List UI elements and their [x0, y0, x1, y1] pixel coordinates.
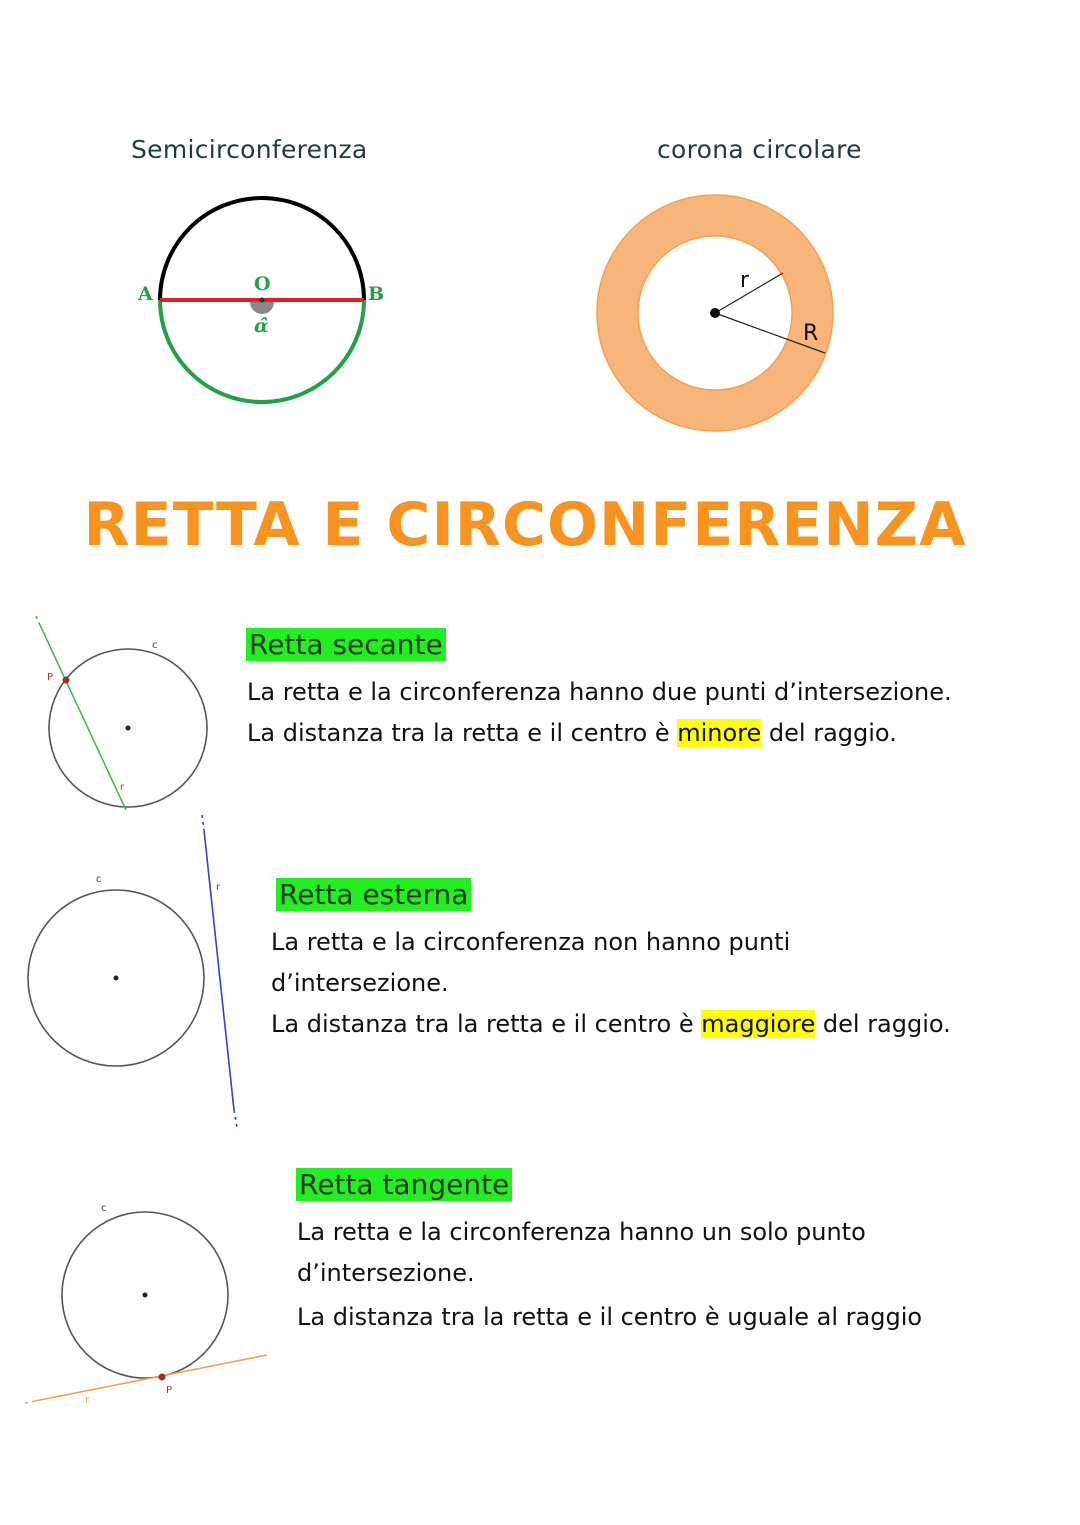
secant-line: [40, 625, 126, 810]
tangent-line1: La retta e la circonferenza hanno un solo punto: [297, 1218, 866, 1246]
tangent-label-r: r: [85, 1395, 90, 1406]
external-line3: La distanza tra la retta e il centro è maggiore del raggio.: [271, 1010, 951, 1038]
label-r-big: R: [803, 321, 819, 346]
label-o: O: [254, 273, 271, 295]
label-a: A: [138, 283, 153, 305]
external-line: [204, 830, 234, 1110]
annulus-center: [710, 308, 720, 318]
label-b: B: [368, 283, 385, 305]
external-heading: Retta esterna: [276, 878, 471, 911]
secant-figure: [30, 620, 230, 815]
secant-heading: Retta secante: [246, 628, 446, 661]
tangent-line: [35, 1355, 267, 1401]
center-point: [260, 298, 265, 303]
label-alpha: α̂: [254, 315, 269, 337]
secant-center: [126, 726, 131, 731]
tangent-label-p: P: [166, 1385, 173, 1396]
main-title: RETTA E CIRCONFERENZA: [83, 490, 967, 560]
tangent-line3: La distanza tra la retta e il centro è uguale al raggio: [297, 1303, 923, 1331]
secant-highlight: minore: [677, 719, 762, 747]
semicircle-caption: Semicirconferenza: [131, 135, 368, 164]
external-label-r: r: [216, 882, 221, 893]
external-line1: La retta e la circonferenza non hanno punti: [271, 928, 791, 956]
semicircle-figure: [130, 190, 400, 420]
tangent-center: [143, 1293, 148, 1298]
label-r-small: r: [740, 268, 750, 293]
external-highlight: maggiore: [701, 1010, 816, 1038]
secant-label-p: P: [47, 672, 54, 683]
annulus-figure: [590, 190, 840, 440]
tangent-figure: [5, 1195, 275, 1425]
tangent-point-p: [159, 1374, 166, 1381]
tangent-label-c: c: [101, 1203, 107, 1214]
secant-point-p: [63, 677, 70, 684]
secant-label-c: c: [152, 640, 158, 651]
external-line2: d’intersezione.: [271, 969, 449, 997]
annulus-caption: corona circolare: [657, 135, 862, 164]
external-label-c: c: [96, 874, 102, 885]
angle-marker: [250, 302, 274, 314]
secant-label-r: r: [120, 782, 125, 793]
external-figure: [20, 810, 250, 1140]
secant-line1: La retta e la circonferenza hanno due punti d’intersezione.: [247, 678, 952, 706]
secant-line2: La distanza tra la retta e il centro è minore del raggio.: [247, 719, 897, 747]
tangent-line2: d’intersezione.: [297, 1259, 475, 1287]
external-center: [114, 976, 119, 981]
tangent-heading: Retta tangente: [296, 1168, 512, 1201]
